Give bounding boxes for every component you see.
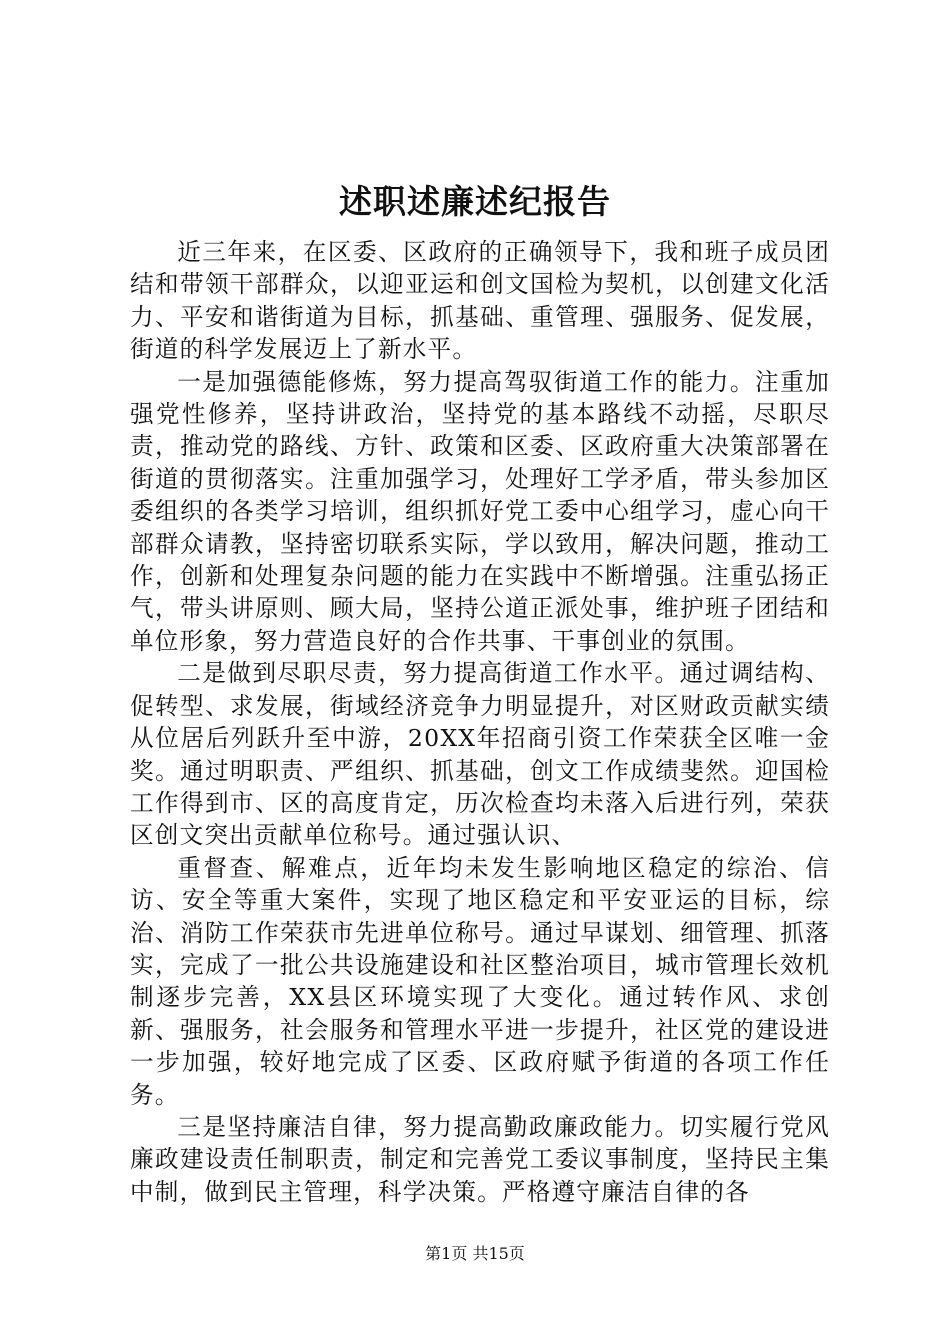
- paragraph-point-three: 三是坚持廉洁自律，努力提高勤政廉政能力。切实履行党风廉政建设责任制职责，制定和完善党工委议事制度，坚持民主集中制，做到民主管理，科学决策。严格遵守廉洁自律的各: [130, 1112, 830, 1206]
- paragraph-point-one: 一是加强德能修炼，努力提高驾驭街道工作的能力。注重加强党性修养，坚持讲政治，坚持党的基本路线不动摇，尽职尽责，推动党的路线、方针、政策和区委、区政府重大决策部署在街道的贯彻落实。注重加强学习，处理好工学矛盾，带头参加区委组织的各类学习培训，组织抓好党工委中心组学习，虚心向干部群众请教，坚持密切联系实际，学以致用，解决问题，推动工作，创新和处理复杂问题的能力在实践中不断增强。注重弘扬正气，带头讲原则、顾大局，坚持公道正派处事，维护班子团结和单位形象，努力营造良好的合作共事、干事创业的氛围。: [130, 367, 830, 655]
- document-title: 述职述廉述纪报告: [339, 182, 611, 221]
- paragraph-point-two-continued: 重督查、解难点，近年均未发生影响地区稳定的综治、信访、安全等重大案件，实现了地区稳定和平安亚运的目标，综治、消防工作荣获市先进单位称号。通过早谋划、细管理、抓落实，完成了一批公共设施建设和社区整治项目，城市管理长效机制逐步完善，XX县区环境实现了大变化。通过转作风、求创新、强服务，社会服务和管理水平进一步提升，社区党的建设进一步加强，较好地完成了区委、区政府赋予街道的各项工作任务。: [130, 853, 830, 1109]
- document-body: [130, 236, 830, 1208]
- paragraph-intro: 近三年来，在区委、区政府的正确领导下，我和班子成员团结和带领干部群众，以迎亚运和创文国检为契机，以创建文化活力、平安和谐街道为目标，抓基础、重管理、强服务、促发展，街道的科学发展迈上了新水平。: [130, 238, 830, 364]
- paragraph-point-two: 二是做到尽职尽责，努力提高街道工作水平。通过调结构、促转型、求发展，街域经济竞争力明显提升，对区财政贡献实绩从位居后列跃升至中游，20XX年招商引资工作荣获全区唯一金奖。通过明职责、严组织、抓基础，创文工作成绩斐然。迎国检工作得到市、区的高度肯定，历次检查均未落入后进行列，荣获区创文突出贡献单位称号。通过强认识、: [130, 659, 830, 850]
- page-number-footer: 第1页 共15页: [425, 1244, 525, 1263]
